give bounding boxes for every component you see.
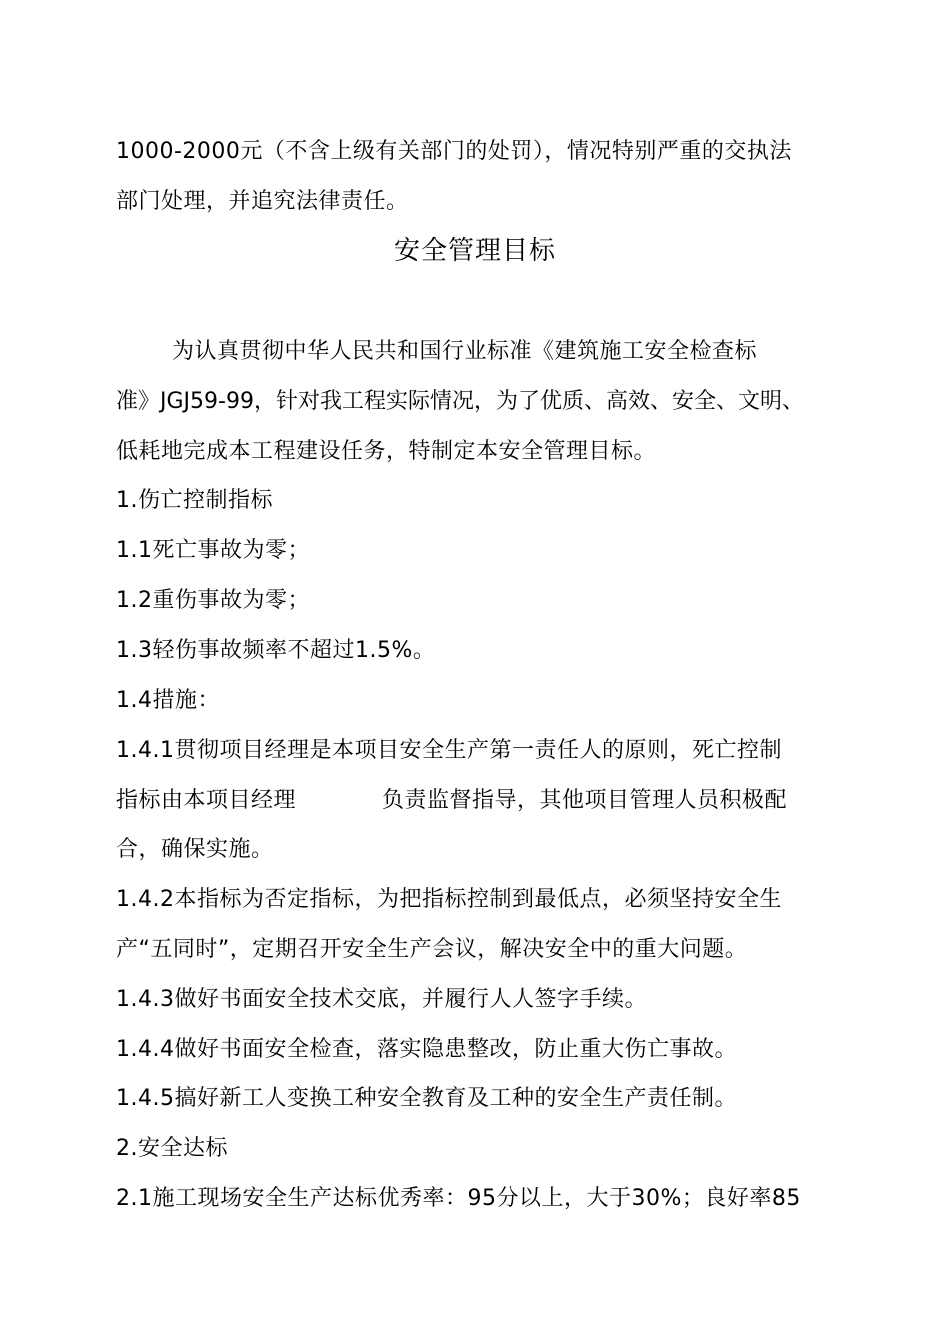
page-title: 安全管理目标	[393, 236, 556, 266]
para1-line-1: 为认真贯彻中华人民共和国行业标准《建筑施工安全检查标	[172, 339, 758, 364]
item-1-4-1-line-3: 合，确保实施。	[116, 837, 274, 862]
item-1-4-5: 1.4.5搞好新工人变换工种安全教育及工种的安全生产责任制。	[116, 1086, 737, 1111]
section-2-heading: 2.安全达标	[116, 1136, 228, 1161]
item-1-4-2-line-2: 产“五同时”，定期召开安全生产会议，解决安全中的重大问题。	[116, 937, 748, 962]
item-1-4-1-line-1: 1.4.1贯彻项目经理是本项目安全生产第一责任人的原则，死亡控制	[116, 738, 782, 763]
para1-line-3: 低耗地完成本工程建设任务，特制定本安全管理目标。	[116, 439, 657, 464]
section-1-heading: 1.伤亡控制指标	[116, 488, 273, 513]
item-1-1: 1.1死亡事故为零；	[116, 538, 310, 563]
item-1-2: 1.2重伤事故为零；	[116, 588, 310, 613]
intro-line-2: 部门处理，并追究法律责任。	[116, 189, 409, 214]
item-1-4-2-line-1: 1.4.2本指标为否定指标，为把指标控制到最低点，必须坚持安全生	[116, 887, 782, 912]
item-1-4-3: 1.4.3做好书面安全技术交底，并履行人人签字手续。	[116, 987, 647, 1012]
item-1-4-1-line-2	[116, 786, 836, 816]
intro-line-1: 1000-2000元（不含上级有关部门的处罚），情况特别严重的交执法	[116, 139, 792, 164]
item-1-3: 1.3轻伤事故频率不超过1.5%。	[116, 638, 436, 663]
item-1-4-4: 1.4.4做好书面安全检查，落实隐患整改，防止重大伤亡事故。	[116, 1037, 737, 1062]
item-1-4: 1.4措施：	[116, 688, 220, 713]
item-1-4-1-line-2a: 指标由本项目经理	[116, 788, 297, 813]
para1-line-2: 准》JGJ59-99，针对我工程实际情况，为了优质、高效、安全、文明、	[116, 389, 804, 414]
item-1-4-1-line-2b: 负责监督指导，其他项目管理人员积极配	[382, 788, 788, 813]
item-2-1: 2.1施工现场安全生产达标优秀率：95分以上，大于30%；良好率85	[116, 1186, 801, 1211]
